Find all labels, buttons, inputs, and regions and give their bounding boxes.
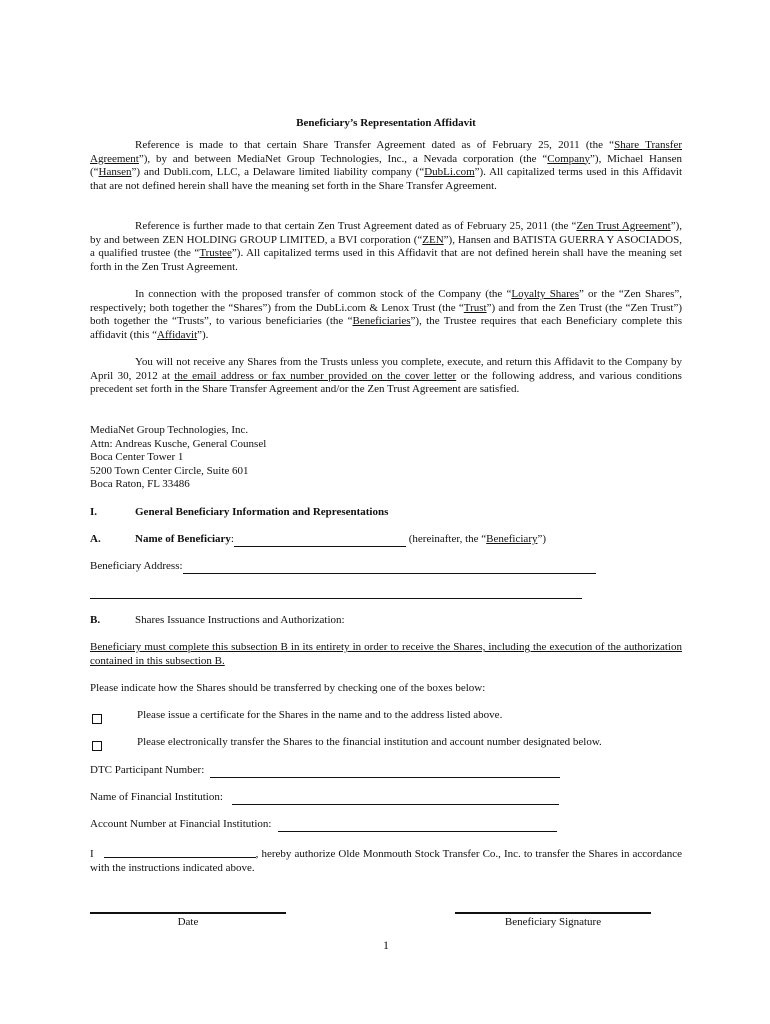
indicate-instructions: Please indicate how the Shares should be transferred by checking one of the boxes below: bbox=[90, 682, 486, 694]
paragraph-deadline: You will not receive any Shares from the Trusts unless you complete, execute, and return this Affidavit to the Company by April 30, 2012 at the email address or fax number provided on the cover letter or the following address, and various conditions precedent set forth in the Share Transfer Agreement and/or the Zen Trust Agreement are satisfied. bbox=[90, 356, 682, 395]
authorizer-name-field[interactable] bbox=[104, 846, 256, 858]
name-of-beneficiary-row: A. Name of Beneficiary : (hereinafter, the “ Beneficiary ”) bbox=[90, 533, 547, 545]
certificate-checkbox[interactable] bbox=[92, 714, 102, 724]
paragraph-share-transfer: Reference is made to that certain Share Transfer Agreement dated as of February 25, 2011 (the “Share Transfer Agreement”), by and between MediaNet Group Technologies, Inc., a Nevada corporation (the “Company”), Michael Hansen (“Hansen”) and Dubli.com, LLC, a Delaware limited liability company (“DubLi.com”). All capitalized terms used in this Affidavit that are not defined herein shall have the meaning set forth in the Share Transfer Agreement. bbox=[90, 139, 682, 192]
account-number-label: Account Number at Financial Institution: bbox=[90, 818, 272, 830]
section-title: General Beneficiary Information and Representations bbox=[135, 506, 389, 518]
name-of-beneficiary-label: Name of Beneficiary bbox=[135, 533, 231, 545]
document-title: Beneficiary’s Representation Affidavit bbox=[296, 117, 476, 129]
beneficiary-address-field-line2[interactable] bbox=[90, 598, 582, 599]
term-beneficiaries: Beneficiaries bbox=[352, 315, 411, 327]
page-number: 1 bbox=[383, 938, 389, 952]
paragraph-transfer: In connection with the proposed transfer of common stock of the Company (the “Loyalty Shares” or the “Zen Shares”, respectively; both together the “Shares”) from the DubLi.com & Lenox Trust (the “Trust”) and from the Zen Trust (the “Zen Trust”) both together the “Trusts”, to various beneficiaries (the “Beneficiaries”), the Trustee requires that each Beneficiary complete this affidavit (this “Affidavit”). bbox=[90, 288, 682, 341]
address-line: Boca Center Tower 1 bbox=[90, 451, 184, 463]
signature-line[interactable] bbox=[455, 912, 651, 914]
option-electronic-label: Please electronically transfer the Shares to the financial institution and account number designated below. bbox=[137, 736, 602, 748]
section-number: I. bbox=[90, 506, 98, 518]
address-line: Boca Raton, FL 33486 bbox=[90, 478, 190, 490]
beneficiary-address-label: Beneficiary Address: bbox=[90, 560, 183, 572]
term-trustee: Trustee bbox=[199, 247, 232, 259]
term-beneficiary: Beneficiary bbox=[486, 533, 538, 545]
company-address bbox=[90, 424, 682, 492]
term-trust: Trust bbox=[463, 301, 487, 314]
section-1-heading bbox=[90, 506, 682, 520]
term-share-transfer-agreement: Share Transfer Agreement bbox=[90, 139, 682, 165]
beneficiary-name-field[interactable] bbox=[234, 535, 406, 547]
dtc-participant-row bbox=[90, 764, 682, 778]
account-number-field[interactable] bbox=[278, 820, 557, 832]
electronic-transfer-checkbox[interactable] bbox=[92, 741, 102, 751]
beneficiary-address-row bbox=[90, 560, 682, 574]
affidavit-page bbox=[90, 0, 682, 1024]
option-certificate-label: Please issue a certificate for the Shares in the name and to the address listed above. bbox=[137, 709, 503, 721]
paragraph-zen-trust: Reference is further made to that certain Zen Trust Agreement dated as of February 25, 2011 (the “Zen Trust Agreement”), by and between ZEN HOLDING GROUP LIMITED, a BVI corporation (“ZEN”), Hansen and BATISTA GUERRA Y ASOCIADOS, a qualified trustee (the “Trustee”). All capitalized terms used in this Affidavit that are not defined herein shall have the meaning set forth in the Zen Trust Agreement. bbox=[90, 220, 683, 273]
section-b-heading bbox=[90, 614, 682, 628]
term-loyalty-shares: Loyalty Shares bbox=[511, 288, 580, 300]
date-label: Date bbox=[177, 916, 199, 928]
financial-institution-label: Name of Financial Institution: bbox=[90, 791, 223, 803]
must-complete-notice: Beneficiary must complete this subsection B in its entirety in order to receive the Shares, including the execution of the authorization contained in this subsection B. bbox=[90, 641, 682, 667]
address-line: MediaNet Group Technologies, Inc. bbox=[90, 424, 249, 436]
beneficiary-address-field[interactable] bbox=[183, 562, 596, 574]
section-b-title: Shares Issuance Instructions and Authorization: bbox=[135, 614, 345, 626]
signature-label: Beneficiary Signature bbox=[504, 916, 602, 928]
financial-institution-field[interactable] bbox=[232, 793, 559, 805]
term-zen: ZEN bbox=[422, 233, 444, 246]
item-number: B. bbox=[90, 614, 101, 626]
dtc-participant-field[interactable] bbox=[210, 766, 560, 778]
term-hansen: Hansen bbox=[98, 166, 132, 178]
account-number-row bbox=[90, 818, 682, 832]
option-certificate bbox=[90, 709, 682, 723]
date-line[interactable] bbox=[90, 912, 286, 914]
term-dubli: DubLi.com bbox=[424, 166, 475, 178]
address-line: 5200 Town Center Circle, Suite 601 bbox=[90, 464, 249, 477]
term-zen-trust-agreement: Zen Trust Agreement bbox=[576, 220, 671, 232]
authorization-statement: I , hereby authorize Olde Monmouth Stock Transfer Co., Inc. to transfer the Shares in accordance with the instructions indicated above. bbox=[90, 848, 682, 874]
dtc-participant-label: DTC Participant Number: bbox=[90, 764, 205, 776]
email-fax-reference: the email address or fax number provided on the cover letter bbox=[174, 369, 457, 382]
address-line: Attn: Andreas Kusche, General Counsel bbox=[90, 437, 267, 450]
option-electronic bbox=[90, 736, 682, 750]
item-number: A. bbox=[90, 533, 101, 545]
term-affidavit: Affidavit bbox=[157, 328, 198, 341]
financial-institution-row bbox=[90, 791, 682, 805]
term-company: Company bbox=[547, 152, 591, 165]
